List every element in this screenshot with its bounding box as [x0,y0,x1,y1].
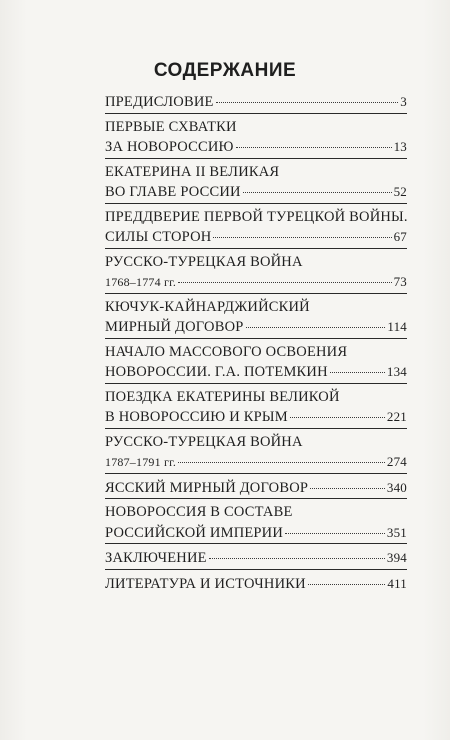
toc-page-number: 73 [393,274,407,289]
toc-page-number: 3 [400,94,407,109]
dot-leader [178,462,385,463]
toc-page-number: 114 [387,319,407,334]
toc-entry[interactable] [105,88,407,113]
toc-entry-title: ЗАКЛЮЧЕНИЕ [105,550,207,566]
toc-entry[interactable] [105,248,407,293]
toc-entry-title: ПЕРВЫЕ СХВАТКИ [105,118,237,135]
toc-page-number: 221 [386,409,407,424]
dot-leader [308,584,386,585]
toc-entry-title: ПРЕДДВЕРИЕ ПЕРВОЙ ТУРЕЦКОЙ ВОЙНЫ. [105,208,408,225]
toc-entry-title: ЯССКИЙ МИРНЫЙ ДОГОВОР [105,479,309,496]
toc-entry[interactable] [105,569,407,595]
dot-leader [243,192,392,193]
toc-entry-title: ЗА НОВОРОССИЮ [105,139,234,155]
toc-entry[interactable] [105,428,407,473]
dot-leader [213,237,391,238]
toc-entry-title: НАЧАЛО МАССОВОГО ОСВОЕНИЯ [105,343,348,360]
toc-page-number: 411 [387,575,407,591]
dot-leader [310,488,385,489]
toc-entry[interactable] [105,113,407,158]
page-title: СОДЕРЖАНИЕ [153,60,297,81]
toc-entry-title: 1787–1791 гг. [105,455,177,469]
toc-entry-title: МИРНЫЙ ДОГОВОР [105,319,244,335]
dot-leader [178,282,392,283]
toc-entry-title: КЮЧУК-КАЙНАРДЖИЙСКИЙ [105,298,310,315]
toc-entry-title: РУССКО-ТУРЕЦКАЯ ВОЙНА [105,433,303,450]
toc-entry-title: НОВОРОССИИ. Г.А. ПОТЕМКИН [105,364,328,380]
toc-entry-title: ЕКАТЕРИНА II ВЕЛИКАЯ [105,163,280,180]
toc-entry-title: ВО ГЛАВЕ РОССИИ [105,184,241,200]
toc-page-number: 67 [393,229,407,244]
toc-entry[interactable] [105,338,407,383]
dot-leader [330,372,385,373]
toc-entry[interactable] [105,498,407,543]
toc-entry[interactable] [105,203,407,248]
toc-entry[interactable] [105,473,407,499]
toc-page-number: 13 [393,139,407,154]
dot-leader [209,558,385,559]
toc-entry-title: В НОВОРОССИЮ И КРЫМ [105,409,288,425]
dot-leader [290,417,385,418]
toc-page-number: 351 [386,524,407,540]
table-of-contents [105,88,407,594]
toc-page-number: 274 [386,454,407,469]
toc-entry[interactable] [105,383,407,428]
toc-entry-title: 1768–1774 гг. [105,275,177,289]
toc-page-number: 52 [393,184,407,199]
toc-entry-title: ПРЕДИСЛОВИЕ [105,94,214,110]
toc-entry-title: РУССКО-ТУРЕЦКАЯ ВОЙНА [105,253,303,270]
toc-page-number: 394 [386,550,407,565]
toc-page-number: 134 [386,364,407,379]
dot-leader [236,147,392,148]
toc-entry-title: ЛИТЕРАТУРА И ИСТОЧНИКИ [105,575,306,592]
toc-entry[interactable] [105,293,407,338]
toc-entry-title: НОВОРОССИЯ В СОСТАВЕ [105,504,293,520]
toc-entry-title: ПОЕЗДКА ЕКАТЕРИНЫ ВЕЛИКОЙ [105,388,340,405]
toc-entry-title: РОССИЙСКОЙ ИМПЕРИИ [105,524,284,541]
toc-page-number: 340 [386,479,407,495]
toc-entry-title: СИЛЫ СТОРОН [105,229,212,245]
dot-leader [216,102,399,103]
dot-leader [246,327,386,328]
dot-leader [285,533,385,534]
toc-entry[interactable] [105,543,407,569]
toc-entry[interactable] [105,158,407,203]
